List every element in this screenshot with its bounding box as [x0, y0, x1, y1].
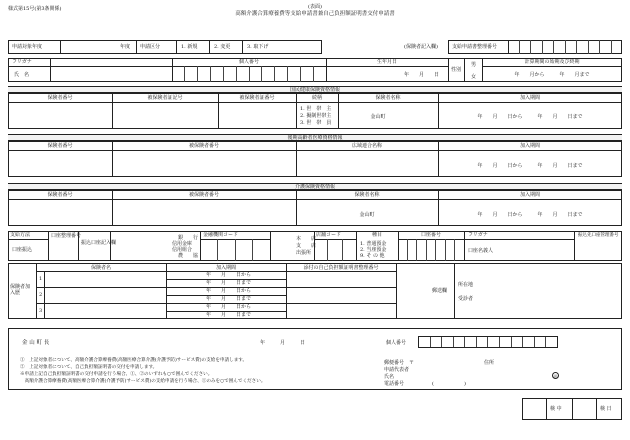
branch-code-cells[interactable]	[314, 239, 356, 261]
fiscal-year-row	[8, 40, 322, 54]
institution-code-label: 金融機関コード	[203, 232, 239, 238]
statement-note-1: ※申請上記自己負担額証明書の交付申請を行う場合、①、②のいずれも○で囲んでください。	[20, 372, 213, 377]
account-type-label: 種目	[371, 232, 382, 238]
account-type-other[interactable]: 9. そ の 他	[360, 253, 385, 259]
history-side-label: 保険者加入歴	[10, 284, 31, 296]
period-value[interactable]: 年 月から 年 月まで	[514, 72, 590, 78]
relation-option-1[interactable]: 1. 世 帯 主	[300, 106, 332, 112]
receipt-number-cells[interactable]	[508, 40, 622, 54]
transfer-label[interactable]: 口座振込	[12, 247, 33, 253]
page-title: 高額介護合算療養費等支給申請書兼自己負担額証明書交付申請書	[235, 11, 395, 17]
elderly-col-insured-number: 被保険者番号	[188, 143, 219, 149]
nhi-col-card-symbol: 被保険者証記号	[147, 95, 183, 101]
history-recipient-label: 受診者	[458, 296, 474, 302]
history-to-1[interactable]: 年 月 日まで	[206, 280, 252, 286]
sex-female[interactable]: 女	[471, 74, 477, 80]
nhi-col-enroll-period: 加入期間	[519, 95, 540, 101]
ltc-col-enroll-period: 加入期間	[519, 192, 540, 198]
history-col-period: 加入期間	[215, 265, 236, 271]
history-to-3[interactable]: 年 月 日まで	[206, 312, 252, 318]
holder-furigana-label: フリガナ	[468, 232, 488, 238]
account-type-ordinary[interactable]: 1. 普通預金	[360, 241, 387, 247]
previous-account-label: 振込先口座管理番号	[578, 233, 619, 238]
institution-type-kumiai[interactable]: 信用組合	[172, 247, 193, 253]
branch-type-main[interactable]: 本 店	[296, 236, 317, 242]
branch-code-label: 店舗コード	[316, 232, 342, 238]
branch-type-office[interactable]: 出張所	[296, 250, 312, 256]
history-row-3: 3	[39, 308, 43, 314]
institution-type-bank[interactable]: 銀 行	[178, 235, 199, 241]
decl-individual-number-label: 個人番号	[386, 340, 407, 346]
nhi-insurer-name-value: 金山町	[370, 114, 386, 120]
account-no-label: 口座番号	[420, 232, 441, 238]
decl-applicant-rep-label: 申請代表者	[384, 367, 410, 373]
elderly-col-union-name: 広域連合名称	[351, 143, 382, 149]
account-entry-label: 振込口座記入欄	[81, 240, 117, 246]
account-no-cells[interactable]	[398, 239, 464, 261]
nhi-band: 国民健康保険資格情報	[8, 86, 622, 93]
ltc-insurer-name-value: 金山町	[359, 212, 375, 218]
furigana-label: フリガナ	[12, 59, 32, 65]
institution-type-shinkin[interactable]: 信用金庫	[172, 241, 193, 247]
year-unit: 年度	[120, 44, 131, 50]
individual-number-cells[interactable]	[172, 66, 326, 82]
period-label: 計算期間の始期及び終期	[524, 59, 580, 65]
addressee: 金 山 町 長	[22, 340, 50, 346]
account-type-current[interactable]: 2. 当座預金	[360, 247, 387, 253]
history-from-1[interactable]: 年 月 日から	[206, 272, 252, 278]
fiscal-year-label: 申請対象年度	[12, 44, 43, 50]
elderly-col-insurer-number: 保険者番号	[47, 143, 73, 149]
name-label: 氏 名	[14, 72, 30, 78]
institution-code-cells[interactable]	[200, 239, 270, 261]
seal-mark: ㊞	[553, 374, 558, 379]
nhi-col-card-number: 被保険者証番号	[239, 95, 275, 101]
relation-option-2[interactable]: 2. 擬制世帯主	[300, 113, 332, 119]
option-withdraw[interactable]: 3. 取下げ	[247, 44, 269, 50]
history-from-3[interactable]: 年 月 日から	[206, 304, 252, 310]
ltc-col-insurer-name: 保険者名称	[354, 192, 380, 198]
decl-phone-value[interactable]: ( )	[432, 381, 466, 387]
history-col-insurer: 保険者名	[90, 265, 111, 271]
holder-label: 口座名義人	[468, 248, 494, 254]
option-change[interactable]: 2. 変更	[214, 44, 231, 50]
decl-name-label: 氏名	[384, 374, 395, 380]
decl-address-label: 住所	[484, 360, 495, 366]
category-label: 申請区分	[140, 44, 161, 50]
form-number: 様式第15号(第3条関係)	[8, 6, 62, 12]
statement-1[interactable]: ① 上記対象者について、高額介護合算療養費(高額医療合算介護(介護予防)サービス費)の支給を申請します。	[20, 358, 248, 363]
nhi-col-relation: 続柄	[311, 95, 322, 101]
front-label: (表面)	[308, 4, 322, 10]
nhi-col-insurer-name: 保険者名称	[375, 95, 401, 101]
insurer-note: (保険者記入欄)	[404, 44, 438, 50]
receipt-label: 支給申請書整理番号	[452, 44, 498, 50]
nhi-col-insurer-number: 保険者番号	[47, 95, 73, 101]
history-from-2[interactable]: 年 月 日から	[206, 288, 252, 294]
statement-2[interactable]: ② 上記対象者について、自己負担額証明書の交付を申請します。	[20, 365, 158, 370]
option-new[interactable]: 1. 新規	[181, 44, 198, 50]
elderly-col-enroll-period: 加入期間	[519, 143, 540, 149]
approved-label: 検 日	[600, 406, 612, 412]
birth-label: 生年月日	[376, 59, 397, 65]
ltc-col-insurer-number: 保険者番号	[47, 192, 73, 198]
history-address-label: 所在地	[458, 282, 474, 288]
sex-male[interactable]: 男	[471, 62, 477, 68]
postal-label: 郵送欄	[432, 288, 448, 294]
history-row-1: 1	[39, 276, 43, 282]
payment-method-label: 支給方法	[10, 232, 31, 238]
sex-label: 性別	[451, 67, 462, 73]
ltc-enroll-period-value[interactable]: 年 月 日から 年 月 日まで	[477, 212, 583, 218]
elderly-enroll-period-value[interactable]: 年 月 日から 年 月 日まで	[477, 163, 583, 169]
account-number-label: 口座整理番号	[51, 233, 82, 239]
elderly-band: 後期高齢者医療資格情報	[8, 134, 622, 141]
branch-type-branch[interactable]: 支 店	[296, 243, 317, 249]
history-row-2: 2	[39, 292, 43, 298]
ltc-col-insured-number: 被保険者番号	[188, 192, 219, 198]
institution-type-nokyo[interactable]: 農 協	[178, 253, 199, 259]
statement-note-2: 高額介護合算療養費(高額医療合算介護(介護予防)サービス費)の支給申請を行う場合、①のみを○で囲んでください。	[20, 379, 266, 384]
checked-label: 検 中	[550, 406, 562, 412]
nhi-enroll-period-value[interactable]: 年 月 日から 年 月 日まで	[477, 114, 583, 120]
ltc-band: 介護保険資格情報	[8, 183, 622, 190]
history-col-cert: 添付の自己負担額証明書整理番号	[303, 265, 379, 271]
decl-phone-label: 電話番号	[384, 381, 405, 387]
decl-postal-label: 郵便番号 〒	[384, 360, 415, 366]
history-to-2[interactable]: 年 月 日まで	[206, 296, 252, 302]
birth-date[interactable]: 年 月 日	[404, 72, 440, 78]
individual-number-label: 個人番号	[238, 59, 259, 65]
decl-individual-number-cells[interactable]	[418, 336, 558, 348]
relation-option-3[interactable]: 3. 世 帯 員	[300, 120, 332, 126]
declaration-date[interactable]: 年 月 日	[260, 340, 306, 346]
